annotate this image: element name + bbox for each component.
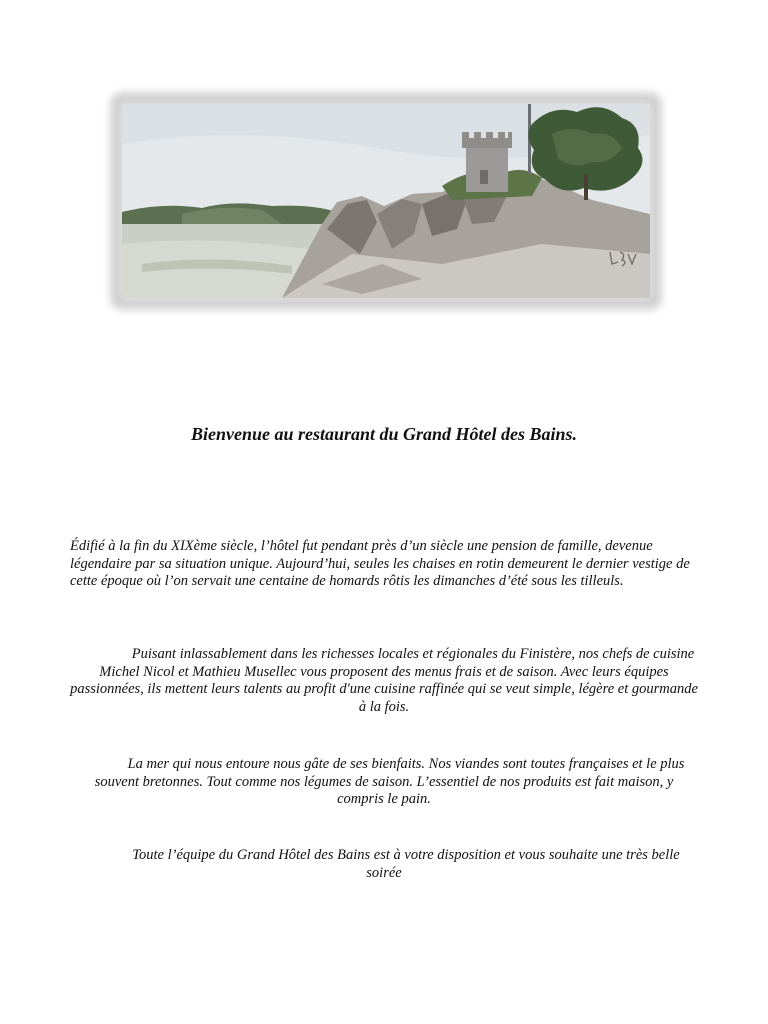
watercolor-illustration — [116, 98, 656, 304]
paragraph-welcome-text: Toute l’équipe du Grand Hôtel des Bains est à votre disposition et vous souhaite une très belle soirée — [132, 847, 680, 881]
page-title: Bienvenue au restaurant du Grand Hôtel des Bains. — [190, 424, 578, 444]
paragraph-chefs-text: Puisant inlassablement dans les richesses locales et régionales du Finistère, nos chefs de cuisine Michel Nicol et Mathieu Musellec vous proposent des menus frais et de saison. Avec leurs équipes passionnées, ils mettent leurs talents au profit d'une cuisine raffinée qui se veut simple, légère et gourmande à la fois. — [70, 646, 698, 715]
paragraph-history: Édifié à la fin du XIXème siècle, l’hôtel fut pendant près d’un siècle une pension de famille, devenue légendaire par sa situation unique. Aujourd’hui, seules les chaises en rotin demeurent le dernier vestige de cette époque où l’on servait une centaine de homards rôtis les dimanches d’été sous les tilleuls. — [70, 538, 690, 589]
paragraph-produce-text: La mer qui nous entoure nous gâte de ses bienfaits. Nos viandes sont toutes françaises et le plus souvent bretonnes. Tout comme nos légumes de saison. L’essentiel de nos produits est fait maison, y compris le pain. — [94, 756, 685, 807]
paragraph-produce — [70, 756, 698, 809]
paragraph-chefs — [70, 646, 698, 716]
paragraph-welcome — [70, 847, 698, 882]
coastal-tower-painting — [122, 104, 650, 298]
